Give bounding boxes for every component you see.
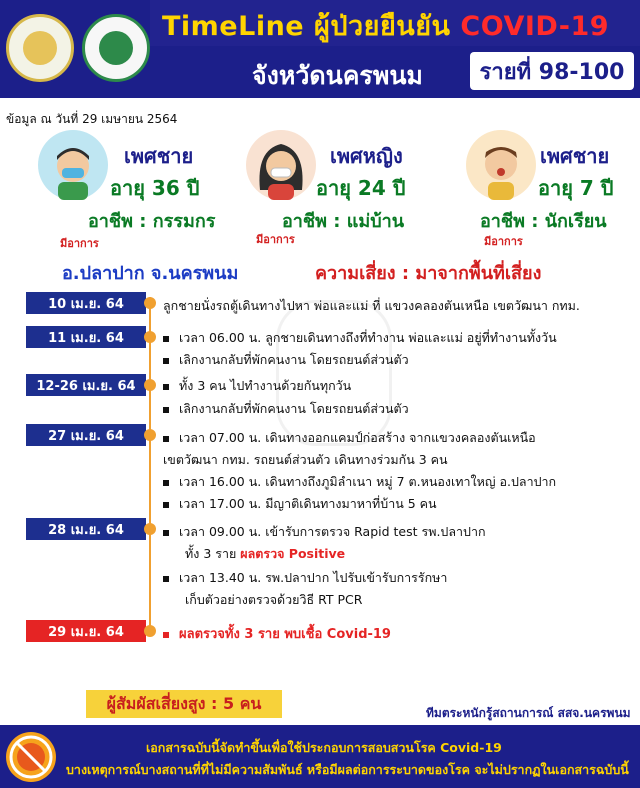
timeline-3-line-1: ทั้ง 3 คน ไปทำงานด้วยกันทุกวัน [163, 376, 351, 396]
man-mask-icon [38, 130, 108, 200]
high-risk-contacts: ผู้สัมผัสเสี่ยงสูง : 5 คน [86, 690, 282, 718]
timeline-date-5: 28 เม.ย. 64 [26, 518, 146, 540]
patient-1-gender: เพศชาย [124, 144, 194, 168]
timeline-dot-3 [144, 379, 156, 391]
timeline-4-line-1: เวลา 07.00 น. เดินทางออกแคมป์ก่อสร้าง จากแขวงคลองตันเหนือ [163, 428, 536, 448]
timeline-5-line-3: เวลา 13.40 น. รพ.ปลาปาก ไปรับเข้ารับการรักษา [163, 568, 447, 588]
timeline-1-line-1: ลูกชายนั่งรถตู้เดินทางไปหา พ่อและแม่ ที่ แขวงคลองตันเหนือ เขตวัฒนา กทม. [163, 298, 580, 313]
patient-3-job: อาชีพ : นักเรียน [480, 211, 607, 232]
patient-1-job: อาชีพ : กรรมกร [88, 211, 216, 232]
timeline-dot-1 [144, 297, 156, 309]
timeline-2-line-1: เวลา 06.00 น. ลูกชายเดินทางถึงที่ทำงาน พ่อและแม่ อยู่ที่ทำงานทั้งวัน [163, 328, 557, 348]
public-health-logo [82, 14, 150, 82]
timeline-4-line-2: เขตวัฒนา กทม. รถยนต์ส่วนตัว เดินทางร่วมกัน 3 คน [163, 452, 448, 467]
patient-1-symptom: มีอาการ [60, 237, 99, 250]
risk-label: ความเสี่ยง : มาจากพื้นที่เสี่ยง [315, 263, 542, 284]
bullet-icon [163, 407, 169, 413]
timeline-dot-2 [144, 331, 156, 343]
timeline-dot-5 [144, 523, 156, 535]
timeline-axis [149, 297, 151, 632]
timeline-2-line-2: เลิกงานกลับที่พักคนงาน โดยรถยนต์ส่วนตัว [163, 350, 409, 370]
provincial-seal-logo [6, 14, 74, 82]
title-covid: COVID-19 [460, 11, 610, 42]
patient-2-avatar [246, 130, 316, 200]
patient-1-age: อายุ 36 ปี [110, 176, 200, 200]
footer-line-1: เอกสารฉบับนี้จัดทำขึ้นเพื่อใช้ประกอบการสอบสวนโรค Covid-19 [146, 740, 502, 755]
bullet-icon [163, 358, 169, 364]
province-subtitle: จังหวัดนครพนม [252, 61, 423, 90]
patient-3-age: อายุ 7 ปี [538, 176, 614, 200]
location-label: อ.ปลาปาก จ.นครพนม [62, 263, 239, 284]
timeline-date-2: 11 เม.ย. 64 [26, 326, 146, 348]
timeline-date-1: 10 เม.ย. 64 [26, 292, 146, 314]
positive-result: ผลตรวจ Positive [240, 546, 346, 561]
timeline-date-4: 27 เม.ย. 64 [26, 424, 146, 446]
case-range-badge: รายที่ 98-100 [470, 52, 634, 90]
patient-2-symptom: มีอาการ [256, 233, 295, 246]
timeline-4-line-4: เวลา 17.00 น. มีญาติเดินทางมาหาที่บ้าน 5 คน [163, 494, 437, 514]
timeline-5-line-1: เวลา 09.00 น. เข้ารับการตรวจ Rapid test รพ.ปลาปาก [163, 522, 486, 542]
page-title [162, 4, 609, 47]
timeline-5-line-4: เก็บตัวอย่างตรวจด้วยวิธี RT PCR [185, 592, 363, 607]
bullet-icon [163, 502, 169, 508]
woman-mask-icon [246, 130, 316, 200]
bullet-icon [163, 384, 169, 390]
timeline-3-line-2: เลิกงานกลับที่พักคนงาน โดยรถยนต์ส่วนตัว [163, 399, 409, 419]
patient-3-avatar [466, 130, 536, 200]
timeline-dot-4 [144, 429, 156, 441]
sipnews-watermark [276, 300, 392, 446]
bullet-icon [163, 530, 169, 536]
timeline-date-3: 12-26 เม.ย. 64 [26, 374, 146, 396]
patient-2-job: อาชีพ : แม่บ้าน [282, 211, 405, 232]
timeline-4-line-3: เวลา 16.00 น. เดินทางถึงภูมิลำเนา หมู่ 7 ต.หนองเทาใหญ่ อ.ปลาปาก [163, 472, 556, 492]
patient-3-gender: เพศชาย [540, 144, 610, 168]
patient-2-age: อายุ 24 ปี [316, 176, 406, 200]
bullet-icon [163, 480, 169, 486]
bullet-icon [163, 632, 169, 638]
timeline-date-6: 29 เม.ย. 64 [26, 620, 146, 642]
title-prefix: TimeLine ผู้ป่วยยืนยัน [162, 11, 461, 42]
timeline-dot-6 [144, 625, 156, 637]
patient-1-avatar [38, 130, 108, 200]
bullet-icon [163, 576, 169, 582]
no-virus-icon [6, 732, 56, 782]
footer-line-2: บางเหตุการณ์บางสถานที่ที่ไม่มีความสัมพันธ์ หรือมีผลต่อการระบาดของโรค จะไม่ปรากฏในเอกสารฉบับนี้ [66, 762, 629, 777]
data-date-note: ข้อมูล ณ วันที่ 29 เมษายน 2564 [6, 112, 178, 126]
timeline-6-line-1: ผลตรวจทั้ง 3 ราย พบเชื้อ Covid-19 [163, 623, 391, 644]
timeline-5-line-2: ทั้ง 3 ราย ผลตรวจ Positive [185, 546, 346, 561]
team-credit: ทีมตระหนักรู้สถานการณ์ สสจ.นครพนม [426, 706, 631, 720]
patient-3-symptom: มีอาการ [484, 235, 523, 248]
bullet-icon [163, 436, 169, 442]
patient-2-gender: เพศหญิง [330, 144, 403, 168]
sick-child-icon [466, 130, 536, 200]
bullet-icon [163, 336, 169, 342]
